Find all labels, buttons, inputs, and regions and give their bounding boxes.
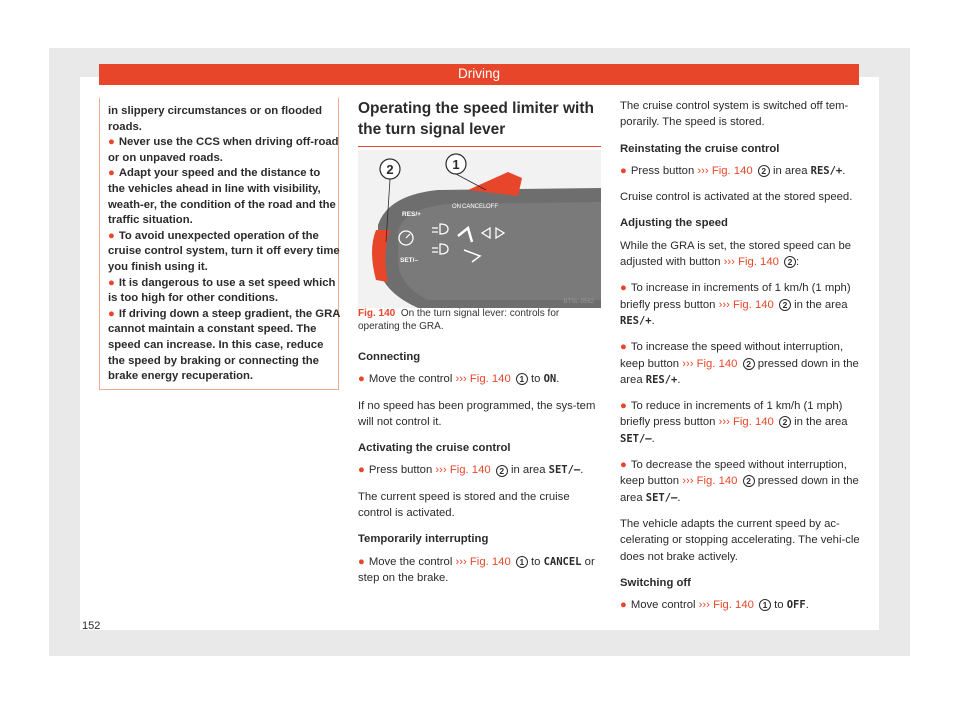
warning-bullet: ● Never use the CCS when driving off-road or on unpaved roads. — [108, 136, 339, 164]
control-label: OFF — [786, 599, 806, 612]
fig-ref-link[interactable]: ››› Fig. 140 — [682, 357, 738, 370]
bullet-icon: ● — [108, 307, 115, 320]
figure-caption — [358, 308, 601, 333]
heading-connecting: Connecting — [358, 351, 421, 363]
label-on: ON — [452, 204, 461, 210]
paragraph: The vehicle adapts the current speed by ac-celerating or stopping accelerating. The vehi-cle does not brake actively. — [620, 517, 860, 563]
callout-2: 2 — [386, 162, 394, 177]
lever-illustration — [358, 150, 601, 308]
paragraph: If no speed has been programmed, the sys-tem will not control it. — [358, 399, 596, 428]
control-label: CANCEL — [543, 555, 582, 568]
step-decrease-continuous: ● To decrease the speed without interruption, keep button ››› Fig. 140 2 pressed down in the area SET/–. — [620, 459, 859, 504]
bullet-icon: ● — [108, 136, 115, 149]
control-label: SET/– — [620, 432, 652, 445]
warning-bullet: ● Adapt your speed and the distance to the vehicles ahead in line with visibility, weath-er, the condition of the road and the traffic situation. — [108, 167, 336, 227]
callout-ref: 2 — [784, 256, 796, 268]
paragraph: The current speed is stored and the cruise control is activated. — [358, 490, 570, 520]
header-title: Driving — [457, 66, 500, 81]
step-increase-increment: ● To increase in increments of 1 km/h (1 mph) briefly press button ››› Fig. 140 2 in the area RES/+. — [620, 282, 851, 327]
warning-bullet: ● If driving down a steep gradient, the GRA cannot maintain a constant speed. The speed can increase. In this case, reduce the speed by braking or connecting the brake energy recuperation. — [108, 307, 340, 383]
bullet-icon: ● — [620, 459, 627, 472]
step-increase-continuous: ● To increase the speed without interruption, keep button ››› Fig. 140 2 pressed down in the area RES/+. — [620, 341, 859, 386]
step-activating: ● Press button ››› Fig. 140 2 in area SET/–. — [358, 464, 584, 477]
callout-ref: 2 — [743, 358, 755, 370]
bullet-icon: ● — [358, 555, 365, 568]
callout-ref: 2 — [779, 299, 791, 311]
control-label: ON — [543, 373, 557, 386]
step-connecting: ● Move the control ››› Fig. 140 1 to ON. — [358, 373, 560, 386]
control-label: RES/+ — [620, 314, 652, 327]
warning-text — [108, 104, 340, 385]
header-bar — [99, 64, 859, 85]
step-switching-off: ● Move control ››› Fig. 140 1 to OFF. — [620, 599, 809, 612]
bullet-icon: ● — [108, 229, 115, 242]
bullet-icon: ● — [620, 341, 627, 354]
callout-ref: 2 — [496, 465, 508, 477]
fig-ref-link[interactable]: ››› Fig. 140 — [723, 256, 779, 269]
fig-ref-link[interactable]: ››› Fig. 140 — [718, 416, 774, 429]
bullet-icon: ● — [620, 164, 627, 177]
label-set: SET/– — [400, 257, 419, 264]
bullet-icon: ● — [620, 400, 627, 413]
heading-switching-off: Switching off — [620, 576, 691, 589]
control-label: SET/– — [548, 464, 581, 477]
warning-line: in slippery circumstances or on flooded roads. — [108, 105, 323, 133]
callout-ref: 2 — [758, 165, 770, 177]
heading-adjusting: Adjusting the speed — [620, 217, 728, 230]
warning-bullet: ● To avoid unexpected operation of the cruise control system, turn it off every time you finish using it. — [108, 229, 340, 273]
fig-ref-link[interactable]: ››› Fig. 140 — [455, 555, 511, 568]
callout-ref: 2 — [743, 475, 755, 487]
control-label: SET/– — [645, 491, 678, 504]
bullet-icon: ● — [358, 464, 365, 477]
paragraph: The cruise control system is switched off tem-porarily. The speed is stored. — [620, 100, 849, 129]
heading-reinstating: Reinstating the cruise control — [620, 142, 780, 155]
step-reduce-increment: ● To reduce in increments of 1 km/h (1 mph) briefly press button ››› Fig. 140 2 in the area SET/–. — [620, 400, 848, 445]
label-res: RES/+ — [402, 211, 421, 218]
caption-label: Fig. 140 — [358, 308, 396, 319]
fig-ref-link[interactable]: ››› Fig. 140 — [455, 373, 511, 386]
fig-ref-link[interactable]: ››› Fig. 140 — [698, 599, 754, 612]
paragraph: Cruise control is activated at the stored speed. — [620, 191, 853, 204]
fig-ref-link[interactable]: ››› Fig. 140 — [718, 298, 774, 311]
callout-ref: 2 — [779, 416, 791, 428]
section-header — [358, 98, 601, 147]
section-title: Operating the speed limiter with the turn signal lever — [358, 98, 601, 147]
column-2-body — [358, 349, 601, 596]
figure-code: BTSL-0562 — [563, 299, 594, 305]
step-interrupting: ● Move the control ››› Fig. 140 1 to CANCEL or step on the brake. — [358, 555, 595, 584]
callout-ref: 1 — [516, 556, 528, 568]
bullet-icon: ● — [620, 282, 627, 295]
caption-text: On the turn signal lever: controls for operating the GRA. — [358, 308, 560, 332]
fig-ref-link[interactable]: ››› Fig. 140 — [435, 464, 491, 477]
fig-ref-link[interactable]: ››› Fig. 140 — [682, 475, 738, 488]
paragraph: While the GRA is set, the stored speed can be adjusted with button ››› Fig. 140 2 : — [620, 239, 852, 269]
warning-bullet: ● It is dangerous to use a set speed which is too high for other conditions. — [108, 276, 336, 305]
heading-activating: Activating the cruise control — [358, 442, 511, 455]
label-cancel: CANCEL — [462, 204, 487, 210]
bullet-icon: ● — [108, 167, 115, 180]
step-reinstating: ● Press button ››› Fig. 140 2 in area RES/+. — [620, 164, 846, 177]
heading-temporarily: Temporarily interrupting — [358, 533, 489, 546]
callout-ref: 1 — [759, 599, 771, 611]
callout-1: 1 — [452, 157, 460, 172]
figure-turn-signal-lever — [358, 150, 601, 308]
bullet-icon: ● — [108, 276, 115, 289]
label-off: OFF — [486, 204, 498, 210]
bullet-icon: ● — [620, 599, 627, 612]
control-label: RES/+ — [810, 164, 843, 177]
bullet-icon: ● — [358, 373, 365, 386]
page-number: 152 — [82, 620, 101, 632]
callout-ref: 1 — [516, 373, 528, 385]
control-label: RES/+ — [645, 373, 678, 386]
fig-ref-link[interactable]: ››› Fig. 140 — [697, 164, 753, 177]
column-3-body — [620, 98, 863, 623]
